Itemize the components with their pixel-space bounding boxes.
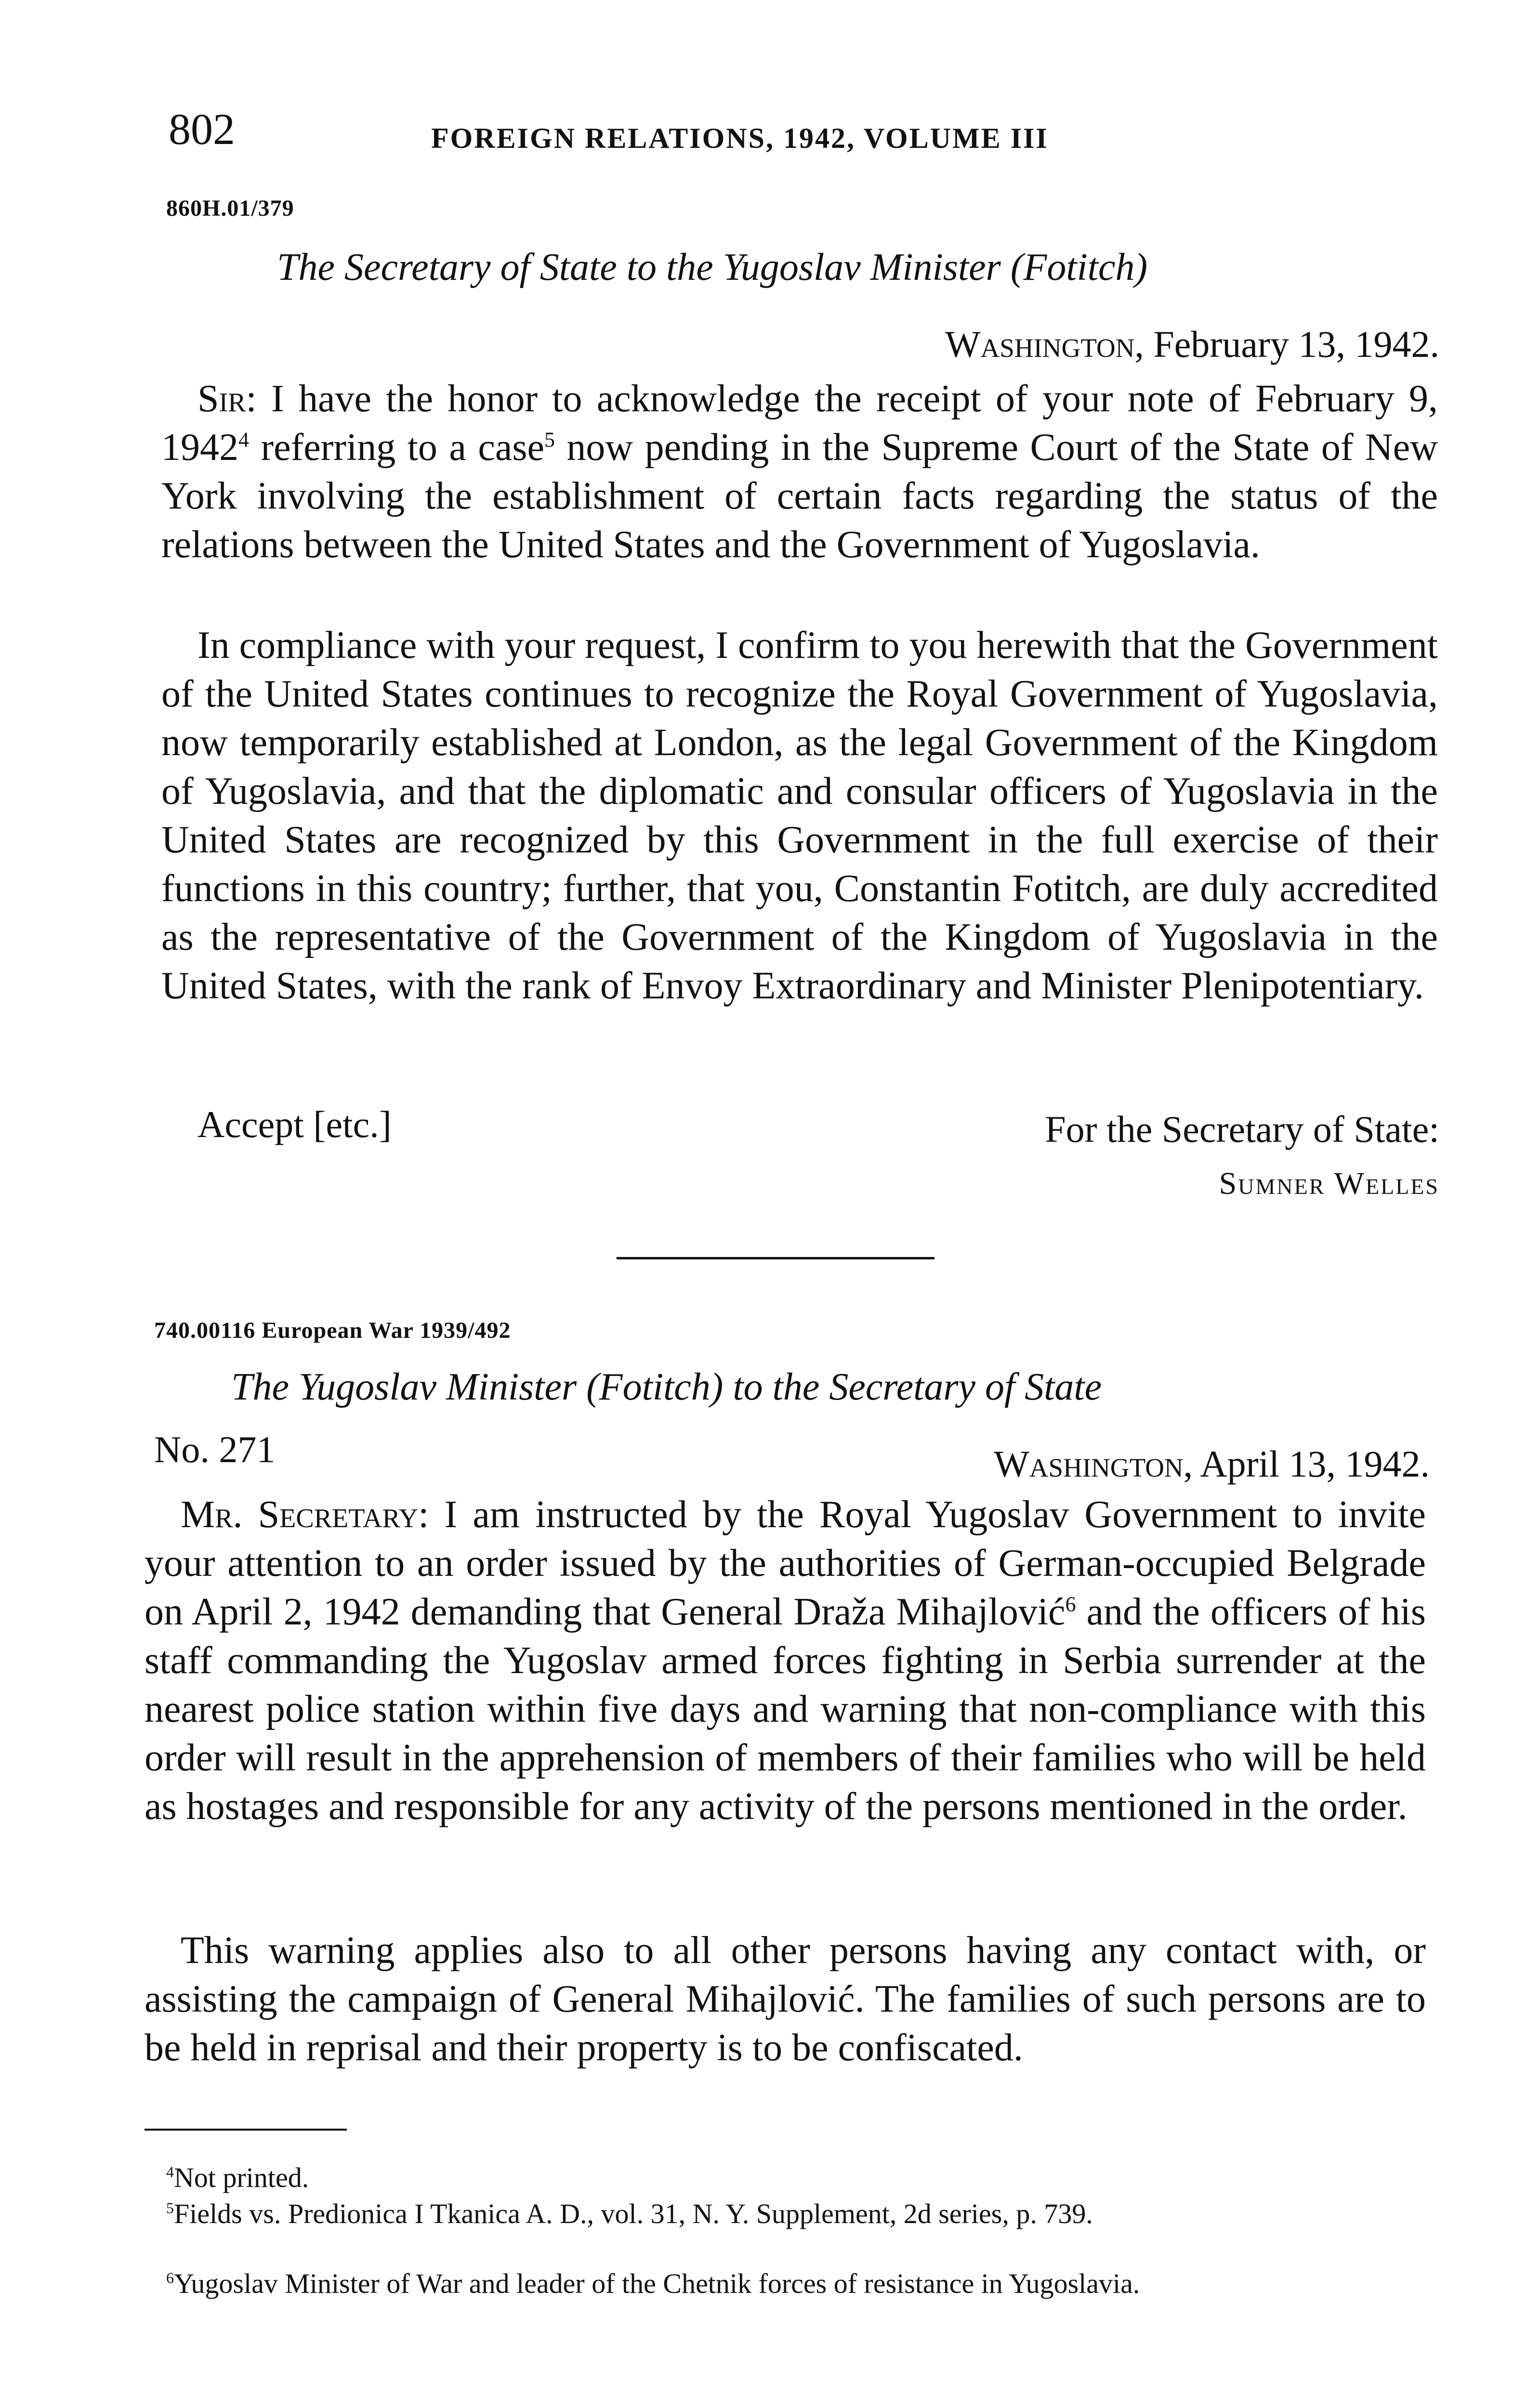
footnote-5-text: Fields vs. Predionica I Tkanica A. D., vol. 31, N. Y. Supplement, 2d series, p. 739. <box>173 2198 1093 2229</box>
doc2-number: No. 271 <box>154 1428 276 1470</box>
running-head: FOREIGN RELATIONS, 1942, VOLUME III <box>431 122 1049 154</box>
doc2-place-date <box>994 1442 1430 1486</box>
footnote-ref-6: 6 <box>1065 1592 1076 1616</box>
footnote-4-text: Not printed. <box>173 2162 309 2193</box>
doc1-title: The Secretary of State to the Yugoslav Minister (Fotitch) <box>277 246 1148 288</box>
footnote-4-mark: 4 <box>166 2163 174 2181</box>
doc1-place: Washington, <box>945 323 1144 365</box>
page-number: 802 <box>169 105 235 154</box>
doc2-paragraph-1 <box>145 1491 1426 1831</box>
doc2-place: Washington, <box>994 1443 1193 1485</box>
doc1-for-line: For the Secretary of State: <box>1045 1108 1439 1150</box>
footnote-6 <box>145 2268 1421 2299</box>
footnote-6-text: Yugoslav Minister of War and leader of the Chetnik forces of resistance in Yugoslavia. <box>173 2268 1140 2299</box>
page-header <box>169 104 1445 171</box>
doc1-para1-text-b: referring to a case <box>249 426 544 469</box>
footnote-ref-4: 4 <box>238 428 249 452</box>
doc2-salutation: Mr. Secretary <box>181 1493 419 1536</box>
doc1-paragraph-1 <box>161 375 1438 569</box>
doc1-file-reference: 860H.01/379 <box>166 196 294 221</box>
doc2-file-reference: 740.00116 European War 1939/492 <box>154 1318 511 1343</box>
footnote-4 <box>166 2162 1443 2193</box>
doc2-para1-text-b: and the officers of his staff commanding the Yugoslav armed forces fighting in Serbia surrender at the nearest police station within five days and warning that non-compliance with this order will result in the apprehension of members of their families who will be held as hostages and responsible for any activity of the persons mentioned in the order. <box>145 1591 1426 1828</box>
doc1-para1-text-a: : I have the honor to acknowledge the receipt of your note of February 9, 1942 <box>161 378 1438 469</box>
doc2-para1-text-a: : I am instructed by the Royal Yugoslav Government to invite your attention to an order issued by the authorities of German-occupied Belgrade on April 2, 1942 demanding that General Draža Mihajlović <box>145 1493 1426 1633</box>
doc1-place-date <box>945 323 1439 366</box>
footnote-divider <box>145 2129 347 2131</box>
section-divider <box>617 1257 934 1259</box>
footnote-5 <box>145 2199 1421 2229</box>
doc1-signature: Sumner Welles <box>1219 1166 1439 1201</box>
doc2-date: April 13, 1942. <box>1200 1443 1430 1485</box>
doc1-paragraph-2: In compliance with your request, I confirm to you herewith that the Government of the United States continues to recognize the Royal Government of Yugoslavia, now temporarily established at London, as the legal Government of the Kingdom of Yugoslavia, and that the diplomatic and consular officers of Yugoslavia in the United States are recognized by this Government in the full exercise of their functions in this country; further, that you, Constantin Fotitch, are duly accredited as the representative of the Government of the Kingdom of Yugoslavia in the United States, with the rank of Envoy Extraordinary and Minister Plenipotentiary. <box>161 624 1438 1007</box>
footnote-6-mark: 6 <box>166 2269 174 2287</box>
doc2-title: The Yugoslav Minister (Fotitch) to the Secretary of State <box>231 1366 1102 1408</box>
footnote-ref-5: 5 <box>544 428 555 452</box>
doc2-paragraph-2: This warning applies also to all other persons having any contact with, or assisting the campaign of General Mihajlović. The families of such persons are to be held in reprisal and their property is to be confiscated. <box>145 1929 1426 2069</box>
doc1-date: February 13, 1942. <box>1153 323 1439 365</box>
footnote-5-mark: 5 <box>166 2199 174 2217</box>
doc1-salutation: Sir <box>197 378 246 420</box>
doc1-closing: Accept [etc.] <box>197 1103 392 1145</box>
doc1-para1-text-c: now pending in the Supreme Court of the State of New York involving the establishment of certain facts regarding the status of the relations between the United States and the Government of Yugoslavia. <box>161 426 1438 566</box>
